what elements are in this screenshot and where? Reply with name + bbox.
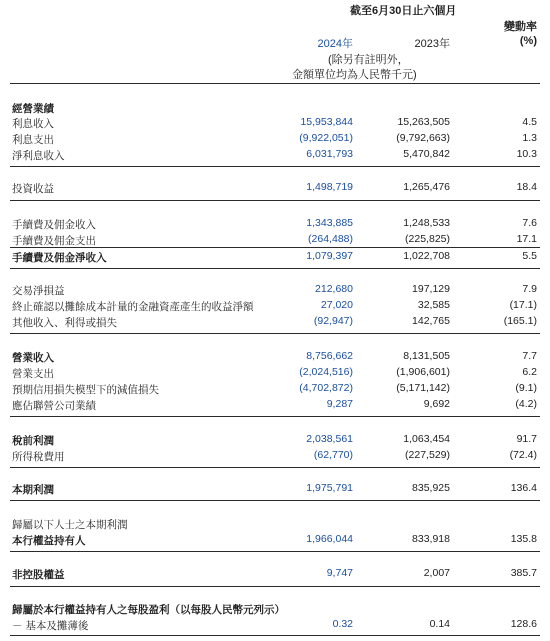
value-2023: 1,022,708 (403, 250, 450, 262)
value-2023: 197,129 (412, 283, 450, 295)
change-value: 1.3 (522, 132, 537, 144)
change-value: 4.5 (522, 116, 537, 128)
change-value: (72.4) (509, 449, 537, 461)
subtotal-divider (10, 247, 540, 248)
value-2024: 2,038,561 (306, 433, 353, 445)
change-value: 7.6 (522, 217, 537, 229)
row-label: 其他收入、利得或損失 (12, 317, 117, 329)
row-label: 營業收入 (12, 352, 54, 364)
row-label: 終止確認以攤餘成本計量的金融資產產生的收益淨額 (12, 301, 254, 313)
value-2023: 0.14 (429, 618, 450, 630)
section-divider (10, 166, 540, 167)
value-2023: 142,765 (412, 315, 450, 327)
value-2023: 1,248,533 (403, 217, 450, 229)
change-value: (9.1) (515, 382, 537, 394)
change-value: (165.1) (503, 315, 537, 327)
value-2023: 9,692 (423, 398, 450, 410)
value-2023: 2,007 (423, 567, 450, 579)
row-label: 投資收益 (12, 183, 54, 195)
value-2023: 1,063,454 (403, 433, 450, 445)
row-label: 手續費及佣金收入 (12, 219, 96, 231)
value-2023: (9,792,663) (396, 132, 450, 144)
change-value: 6.2 (522, 366, 537, 378)
value-2023: (5,171,142) (396, 382, 450, 394)
change-value: 135.8 (510, 533, 537, 545)
change-value: 17.1 (516, 233, 537, 245)
value-2023: 1,265,476 (403, 181, 450, 193)
value-2023: 835,925 (412, 482, 450, 494)
row-label: 歸屬以下人士之本期利潤 (12, 519, 128, 531)
value-2023: 833,918 (412, 533, 450, 545)
row-label: 歸屬於本行權益持有人之每股盈利（以每股人民幣元列示） (12, 604, 285, 616)
change-value: 7.9 (522, 283, 537, 295)
section-divider (10, 500, 540, 501)
year-2024-header: 2024年 (317, 38, 353, 50)
value-2024: (2,024,516) (299, 366, 353, 378)
change-value: 10.3 (516, 148, 537, 160)
change-rate-header: 變動率 (504, 21, 537, 33)
row-label: 手續費及佣金支出 (12, 235, 96, 247)
value-2024: (62,770) (313, 449, 353, 461)
row-label: － 基本及攤薄後 (12, 620, 89, 632)
change-unit-header: (%) (519, 35, 537, 47)
row-label: 預期信用損失模型下的減值損失 (12, 384, 159, 396)
section-divider (10, 200, 540, 201)
row-label: 經營業績 (12, 103, 54, 115)
row-label: 利息收入 (12, 118, 54, 130)
value-2024: (9,922,051) (299, 132, 353, 144)
value-2023: 32,585 (417, 299, 450, 311)
value-2023: 8,131,505 (403, 350, 450, 362)
value-2024: 6,031,793 (306, 148, 353, 160)
value-2024: (92,947) (313, 315, 353, 327)
change-value: 18.4 (516, 181, 537, 193)
value-2024: 9,287 (326, 398, 353, 410)
change-value: (4.2) (515, 398, 537, 410)
change-value: 385.7 (510, 567, 537, 579)
value-2024: 1,079,397 (306, 250, 353, 262)
unit-note-line1: (除另有註明外， (328, 54, 409, 66)
value-2023: (225,825) (405, 233, 450, 245)
row-label: 利息支出 (12, 134, 54, 146)
header-divider (10, 83, 540, 84)
row-label: 應佔聯營公司業績 (12, 400, 96, 412)
value-2024: 0.32 (332, 618, 353, 630)
value-2024: 27,020 (320, 299, 353, 311)
value-2024: 9,747 (326, 567, 353, 579)
change-value: (17.1) (509, 299, 537, 311)
value-2024: 1,498,719 (306, 181, 353, 193)
value-2024: (264,488) (308, 233, 353, 245)
change-value: 128.6 (510, 618, 537, 630)
value-2024: 212,680 (315, 283, 353, 295)
value-2023: (1,906,601) (396, 366, 450, 378)
value-2024: 1,966,044 (306, 533, 353, 545)
unit-note-line2: 金額單位均為人民幣千元) (292, 69, 417, 81)
section-divider (10, 551, 540, 552)
change-value: 136.4 (510, 482, 537, 494)
period-header: 截至6月30日止六個月 (350, 5, 457, 17)
change-value: 5.5 (522, 250, 537, 262)
value-2024: (4,702,872) (299, 382, 353, 394)
section-divider (10, 333, 540, 334)
value-2024: 15,953,844 (300, 116, 353, 128)
change-value: 7.7 (522, 350, 537, 362)
footer-divider (10, 635, 540, 636)
year-2023-header: 2023年 (414, 38, 450, 50)
row-label: 淨利息收入 (12, 150, 65, 162)
row-label: 營業支出 (12, 368, 54, 380)
value-2024: 8,756,662 (306, 350, 353, 362)
section-divider (10, 416, 540, 417)
row-label: 交易淨損益 (12, 285, 65, 297)
row-label: 本行權益持有人 (12, 535, 86, 547)
row-label: 所得稅費用 (12, 451, 65, 463)
value-2024: 1,343,885 (306, 217, 353, 229)
value-2023: (227,529) (405, 449, 450, 461)
row-label: 手續費及佣金淨收入 (12, 252, 107, 264)
value-2023: 15,263,505 (397, 116, 450, 128)
value-2023: 5,470,842 (403, 148, 450, 160)
section-divider (10, 467, 540, 468)
value-2024: 1,975,791 (306, 482, 353, 494)
section-divider (10, 586, 540, 587)
row-label: 本期利潤 (12, 484, 54, 496)
change-value: 91.7 (516, 433, 537, 445)
row-label: 稅前利潤 (12, 435, 54, 447)
section-divider (10, 268, 540, 269)
row-label: 非控股權益 (12, 569, 65, 581)
